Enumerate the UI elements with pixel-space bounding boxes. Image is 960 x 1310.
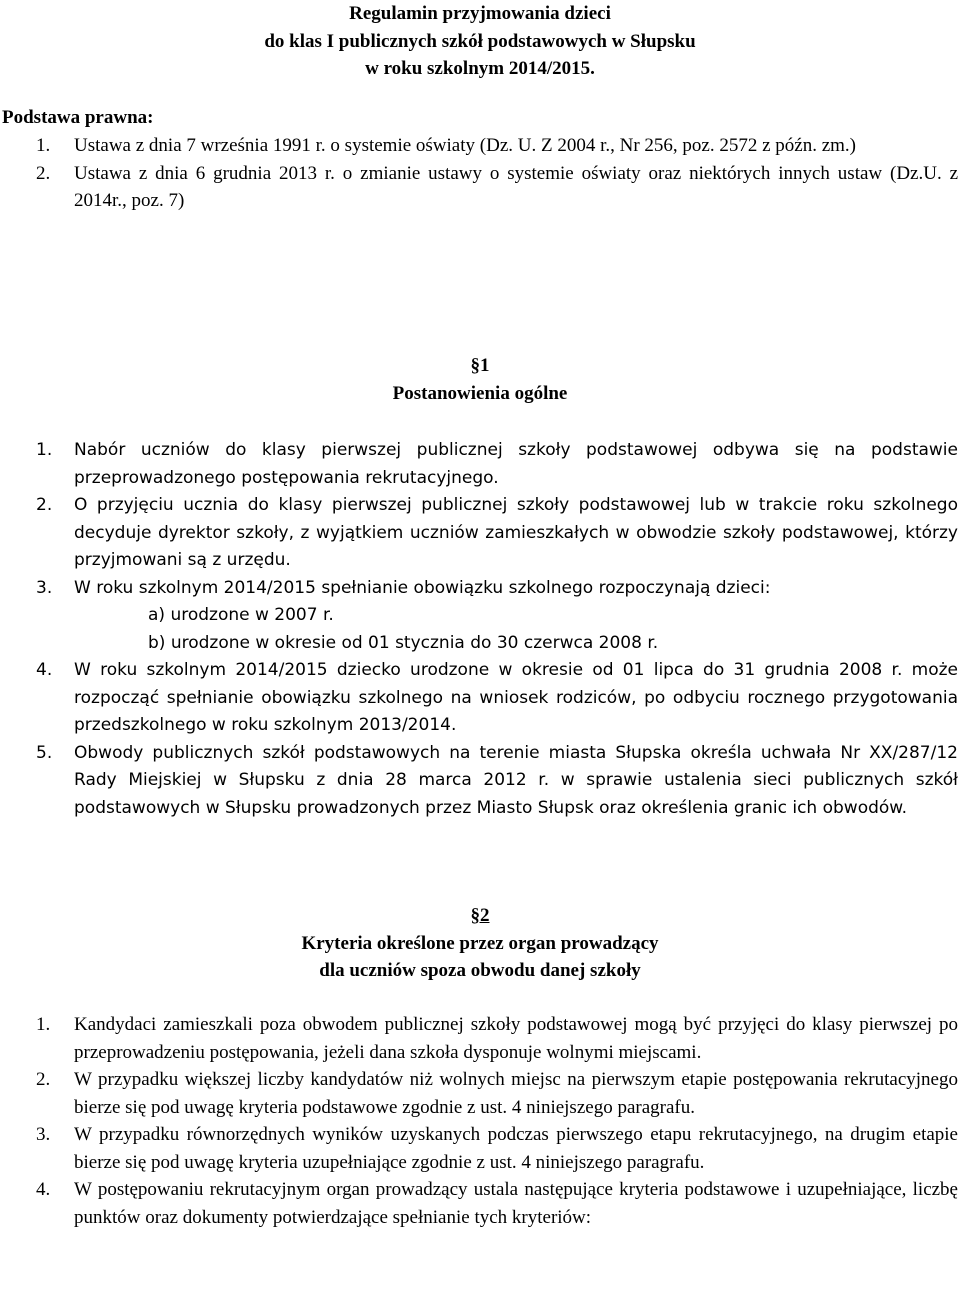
list-item xyxy=(0,1121,958,1176)
item-text: a) urodzone w 2007 r. xyxy=(148,605,334,625)
title-line-3: w roku szkolnym 2014/2015. xyxy=(365,58,595,79)
section-2-heading-line-2: dla uczniów spoza obwodu danej szkoły xyxy=(319,960,641,981)
legal-basis-item xyxy=(0,160,958,215)
item-number: 1. xyxy=(36,1014,51,1035)
list-subitem xyxy=(0,602,958,630)
document-title xyxy=(0,0,960,83)
title-line-2: do klas I publicznych szkół podstawowych w Słupsku xyxy=(264,30,696,52)
section-1-header xyxy=(0,352,960,407)
item-number: 3. xyxy=(36,577,53,598)
legal-basis-heading: Podstawa prawna: xyxy=(2,107,154,128)
list-item xyxy=(0,1176,958,1231)
section-1-heading: Postanowienia ogólne xyxy=(392,382,568,404)
item-text: Ustawa z dnia 7 września 1991 r. o systemie oświaty (Dz. U. Z 2004 r., Nr 256, poz. 2572 z późn. zm.) xyxy=(74,135,856,156)
section-1-list xyxy=(0,437,958,822)
item-number: 2. xyxy=(36,162,51,184)
item-text: W przypadku większej liczby kandydatów niż wolnych miejsc na pierwszym etapie postępowania rekrutacyjnego bierze się pod uwagę kryteria podstawowe zgodnie z ust. 4 niniejszego paragrafu. xyxy=(74,1069,958,1118)
legal-basis-item xyxy=(0,132,958,160)
list-subitem xyxy=(0,630,958,658)
item-text: Obwody publicznych szkół podstawowych na terenie miasta Słupska określa uchwała Nr XX/287/12 Rady Miejskiej w Słupsku z dnia 28 marca 2012 r. w sprawie ustalenia sieci publicznych szkół podstawowych w Słupsku prowadzonych przez Miasto Słupsk oraz określenia granic ich obwodów. xyxy=(74,742,958,818)
item-number: 2. xyxy=(36,1069,51,1090)
list-item xyxy=(0,657,958,740)
list-item xyxy=(0,437,958,492)
item-number: 1. xyxy=(36,135,51,156)
item-number: 2. xyxy=(36,495,53,515)
list-item xyxy=(0,1011,958,1066)
item-number: 1. xyxy=(36,440,53,460)
item-text: Ustawa z dnia 6 grudnia 2013 r. o zmianie ustawy o systemie oświaty oraz niektórych innych ustaw (Dz.U. z 2014r., poz. 7) xyxy=(74,162,958,211)
item-text: O przyjęciu ucznia do klasy pierwszej publicznej szkoły podstawowej lub w trakcie roku szkolnego decyduje dyrektor szkoły, z wyjątkiem uczniów zamieszkałych w obwodzie szkoły podstawowej, którzy przyjmowani są z urzędu. xyxy=(74,495,958,570)
section-2-heading-line-1: Kryteria określone przez organ prowadzący xyxy=(301,932,659,954)
item-text: Kandydaci zamieszkali poza obwodem publicznej szkoły podstawowej mogą być przyjęci do klasy pierwszej po przeprowadzeniu postępowania, jeżeli dana szkoła dysponuje wolnymi miejscami. xyxy=(74,1014,958,1063)
legal-basis-list xyxy=(0,132,958,215)
item-text: W roku szkolnym 2014/2015 spełnianie obowiązku szkolnego rozpoczynają dzieci: xyxy=(74,577,771,598)
item-number: 4. xyxy=(36,660,53,680)
item-number: 4. xyxy=(36,1179,51,1200)
section-2-list xyxy=(0,1011,958,1231)
section-2-symbol: §2 xyxy=(470,905,490,926)
list-item xyxy=(0,1066,958,1121)
item-text: b) urodzone w okresie od 01 stycznia do 30 czerwca 2008 r. xyxy=(148,632,659,653)
list-item xyxy=(0,740,958,823)
list-item xyxy=(0,575,958,603)
title-line-1: Regulamin przyjmowania dzieci xyxy=(349,3,611,24)
item-number: 3. xyxy=(36,1124,51,1145)
item-text: W roku szkolnym 2014/2015 dziecko urodzone w okresie od 01 lipca do 31 grudnia 2008 r. może rozpocząć spełnianie obowiązku szkolnego na wniosek rodziców, po odbyciu rocznego przygotowania przedszkolnego w roku szkolnym 2013/2014. xyxy=(74,660,958,735)
list-item xyxy=(0,492,958,575)
item-text: W przypadku równorzędnych wyników uzyskanych podczas pierwszego etapu rekrutacyjnego, na drugim etapie bierze się pod uwagę kryteria uzupełniające zgodnie z ust. 4 niniejszego paragrafu. xyxy=(74,1124,958,1173)
item-text: W postępowaniu rekrutacyjnym organ prowadzący ustala następujące kryteria podstawowe i uzupełniające, liczbę punktów oraz dokumenty potwierdzające spełnianie tych kryteriów: xyxy=(74,1179,958,1228)
section-1-symbol: §1 xyxy=(470,355,490,376)
item-text: Nabór uczniów do klasy pierwszej publicznej szkoły podstawowej odbywa się na podstawie przeprowadzonego postępowania rekrutacyjnego. xyxy=(74,440,958,488)
section-2-header xyxy=(0,902,960,985)
item-number: 5. xyxy=(36,742,53,763)
